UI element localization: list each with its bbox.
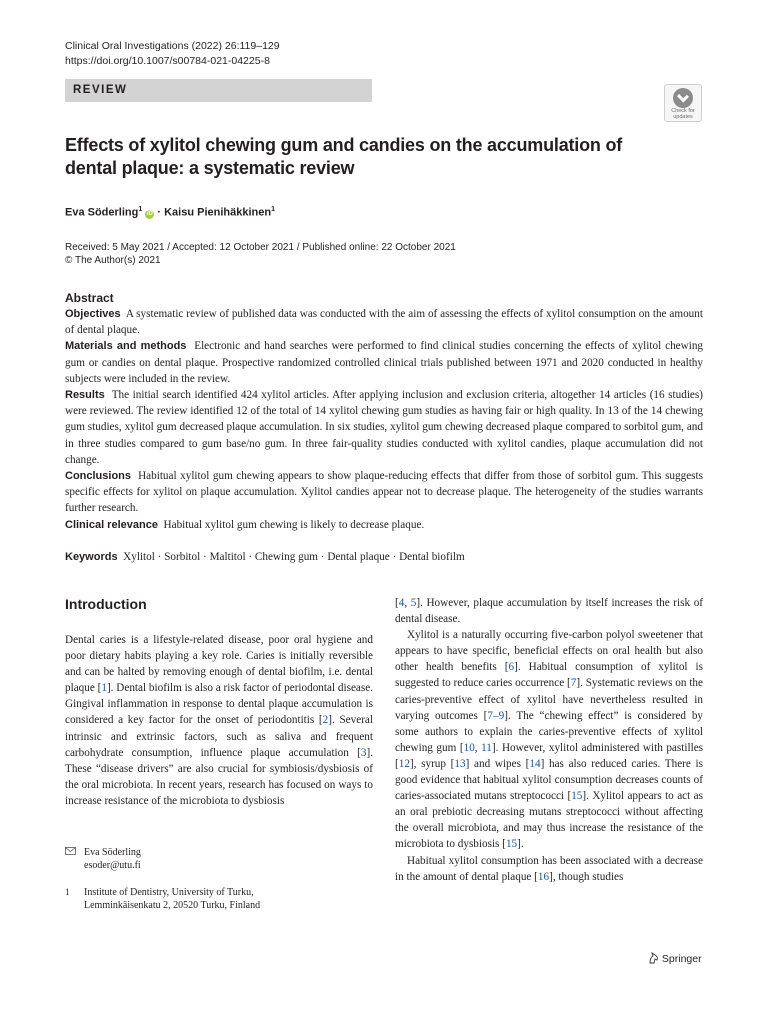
citation-link[interactable]: 10 <box>463 741 475 754</box>
citation-link[interactable]: 4 <box>398 597 405 609</box>
affiliation-number: 1 <box>65 887 70 897</box>
citation-link[interactable]: 2 <box>322 714 329 727</box>
footnotes <box>65 846 373 912</box>
affiliation-footnote <box>65 886 373 912</box>
abstract-methods: Materials and methods Electronic and hand searches were performed to find clinical studies concerning the effects of xylitol chewing gum or candies on dental plaque. Prospective randomized controlled clinical trials published between 1971 and 2020 conducted in healthy subjects were included in the review. <box>65 340 704 385</box>
history-dates: Received: 5 May 2021 / Accepted: 12 October 2021 / Published online: 22 October 2021 <box>65 242 456 253</box>
body-paragraph: Xylitol is a naturally occurring five-carbon polyol sweetener that appears to have specific, beneficial effects on oral health but also other health benefits [6]. Habitual consumption of xylitol is suggested to reduce caries occurrence [7]. Systematic reviews on the caries-preventive effect of xylitol have nevertheless resulted in varying outcomes [7–9]. The “chewing effect” is considered by some authors to explain the caries-preventive effects of xylitol chewing gum [10, 11]. However, xylitol administered with pastilles [12], syrup [13] and wipes [14] has also reduced caries. There is good evidence that habitual xylitol consumption decreases counts of caries-associated mutans streptococci [15]. Xylitol appears to act as an oral prebiotic decreasing mutans streptococci without affecting the overall microbiota, and may thus increase the resistance of the microbiota to dysbiosis [15]. <box>395 629 704 851</box>
abstract-results: Results The initial search identified 424 xylitol articles. After applying inclusion and exclusion criteria, altogether 14 articles (16 studies) were reviewed. The review identified 12 of the total of 14 xylitol chewing gum studies as having fair or high quality. In 13 of the 14 chewing gum studies, xylitol gum decreased plaque accumulation. In six studies, xylitol gum chewing decreased plaque compared to sorbitol gum, and in three studies compared to gum base/no gum. In three fair-quality studies conducted with xylitol candies, plaque accumulation did not change. <box>65 389 703 466</box>
article-title: Effects of xylitol chewing gum and candies on the accumulation of dental plaque: a systematic review <box>65 135 623 178</box>
right-column <box>395 595 703 885</box>
citation-link[interactable]: 16 <box>537 870 550 883</box>
citation-link[interactable]: 15 <box>505 838 518 851</box>
crossmark-label: Check for updates <box>671 108 695 120</box>
body-paragraph: Habitual xylitol consumption has been associated with a decrease in the amount of dental plaque [16], though studies <box>395 854 703 883</box>
publisher-logo <box>648 952 702 966</box>
citation-link[interactable]: 15 <box>571 790 583 803</box>
citation-link[interactable]: 7 <box>570 677 577 690</box>
body-paragraph: Dental caries is a lifestyle-related disease, poor oral hygiene and poor dietary habits playing a key role. Caries is initially reversible and can be halted by removing enough of dental biofilm, i.e. dental plaque [1]. Dental biofilm is also a risk factor of periodontal disease. Gingival inflammation in response to dental plaque accumulation is considered a key factor for the onset of periodontitis [2]. Several intrinsic and extrinsic factors, such as saliva and frequent carbohydrate consumption, influence plaque accumulation [3]. These “disease drivers” are also crucial for symbiosis/dysbiosis of the oral microbiota. In recent years, research has focused on ways to increase resistance of the microbiota to dysbiosis <box>65 634 373 807</box>
citation-link[interactable]: 14 <box>529 757 541 770</box>
author-list <box>65 202 275 221</box>
copyright: © The Author(s) 2021 <box>65 255 161 266</box>
abstract-conclusions: Conclusions Habitual xylitol gum chewing appears to show plaque-reducing effects that differ from those of sorbitol gum. This suggests specific effects for xylitol on plaque accumulation. Xylitol candies appear not to decrease plaque. The heterogeneity of the studies warrants further research. <box>65 470 703 515</box>
left-column <box>65 595 373 809</box>
contact-name: Eva Söderling <box>84 847 141 858</box>
crossmark-icon <box>673 88 693 108</box>
section-label: REVIEW <box>65 79 372 102</box>
springer-horse-icon <box>648 952 659 964</box>
author-name[interactable]: Eva Söderling <box>65 206 139 219</box>
citation-link[interactable]: 6 <box>508 661 515 674</box>
keywords-label: Keywords <box>65 551 118 563</box>
keywords <box>65 549 465 565</box>
author-name[interactable]: Kaisu Pienihäkkinen <box>164 206 272 219</box>
abstract-clinical-relevance: Clinical relevance Habitual xylitol gum chewing is likely to decrease plaque. <box>65 518 425 531</box>
check-for-updates-button[interactable] <box>664 84 702 122</box>
journal-header <box>65 39 280 69</box>
publication-dates <box>65 241 456 267</box>
abstract <box>65 290 703 533</box>
keywords-list: Xylitol · Sorbitol · Maltitol · Chewing gum · Dental plaque · Dental biofilm <box>123 551 465 563</box>
author-separator: · <box>154 206 165 219</box>
introduction-heading: Introduction <box>65 596 147 612</box>
orcid-icon[interactable]: iD <box>146 210 153 217</box>
journal-citation: Clinical Oral Investigations (2022) 26:119–129 <box>65 40 280 52</box>
affiliation-line: Institute of Dentistry, University of Turku, <box>84 887 254 898</box>
affiliation-mark: 1 <box>138 206 143 213</box>
contact-email[interactable]: esoder@utu.fi <box>84 860 141 871</box>
citation-link[interactable]: 3 <box>360 746 367 759</box>
envelope-icon <box>65 846 84 872</box>
doi-link[interactable]: https://doi.org/10.1007/s00784-021-04225-8 <box>65 55 270 67</box>
affiliation-mark: 1 <box>271 206 275 213</box>
citation-link[interactable]: 11 <box>481 741 492 754</box>
abstract-heading: Abstract <box>65 291 114 305</box>
citation-link[interactable]: 7–9 <box>487 709 505 722</box>
citation-link[interactable]: 13 <box>454 757 466 770</box>
abstract-objectives: Objectives A systematic review of published data was conducted with the aim of assessing the effects of xylitol consumption on the amount of dental plaque. <box>65 308 703 337</box>
citation-link[interactable]: 5 <box>410 597 417 609</box>
contact-footnote <box>65 846 373 872</box>
affiliation-line: Lemminkäisenkatu 2, 20520 Turku, Finland <box>84 900 261 911</box>
body-paragraph: [4, 5]. However, plaque accumulation by itself increases the risk of dental disease. <box>395 597 704 626</box>
citation-link[interactable]: 12 <box>398 757 410 770</box>
publisher-name: Springer <box>661 953 702 965</box>
citation-link[interactable]: 1 <box>101 682 107 695</box>
